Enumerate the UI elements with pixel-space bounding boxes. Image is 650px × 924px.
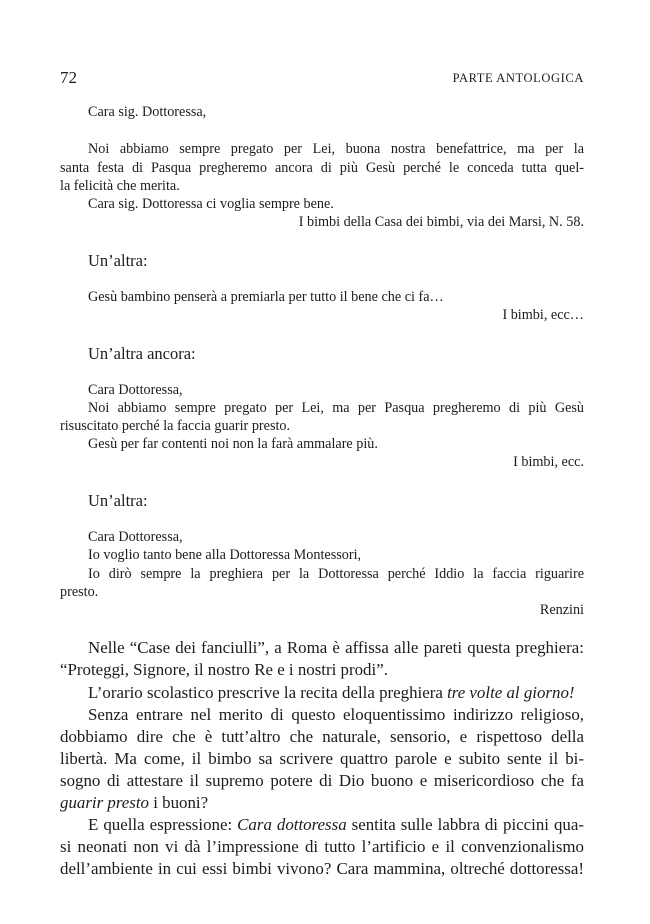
letter-4-line: Io dirò sempre la preghiera per la Dottoressa perché Iddio la faccia riguarire (88, 566, 584, 582)
letter-3-line: risuscitato perché la faccia guarir presto. (60, 418, 291, 434)
letter-4-salutation: Cara Dottoressa, (88, 529, 183, 545)
emphasis: Cara dottoressa (237, 815, 347, 834)
letter-3-line: Noi abbiamo sempre pregato per Lei, ma per Pasqua pregheremo di più Gesù (88, 400, 584, 416)
body-line: dell’ambiente in cui essi bimbi vivono? Cara mammina, oltreché dottoressa! (60, 859, 584, 878)
letter-1-signature: I bimbi della Casa dei bimbi, via dei Marsi, N. 58. (298, 214, 584, 230)
letter-1-salutation: Cara sig. Dottoressa, (88, 104, 207, 120)
letter-3-heading: Un’altra ancora: (88, 344, 196, 363)
letter-3-salutation: Cara Dottoressa, (88, 382, 183, 398)
running-head: PARTE ANTOLOGICA (452, 71, 584, 85)
body-line: sogno di attestare il supremo potere di Dio buono e misericordioso che fa (60, 771, 584, 790)
letter-4-heading: Un’altra: (88, 491, 148, 510)
letter-1-line: santa festa di Pasqua pregheremo ancora di più Gesù perché le conceda tutta quel- (60, 160, 584, 176)
body-line: si neonati non vi dà l’impressione di tutto l’artificio e il convenzionalismo (60, 837, 584, 856)
body-line (60, 793, 584, 813)
body-line: libertà. Ma come, il bimbo sa scrivere quattro parole e subito sente il bi- (60, 749, 584, 768)
letter-1-closing: Cara sig. Dottoressa ci voglia sempre bene. (88, 196, 334, 212)
letter-4-line: Io voglio tanto bene alla Dottoressa Montessori, (88, 547, 362, 563)
page-header (60, 68, 584, 88)
body-line (60, 683, 584, 703)
emphasis: tre volte al giorno! (447, 683, 575, 702)
body-text-span: sentita sulle labbra di piccini qua- (346, 815, 584, 834)
body-text-span: i buoni? (149, 793, 209, 812)
body-line (60, 815, 584, 835)
letter-2-signature: I bimbi, ecc… (502, 307, 584, 323)
body-text-span: E quella espressione: (88, 815, 238, 834)
letter-3-signature: I bimbi, ecc. (513, 454, 584, 470)
body-line: Nelle “Case dei fanciulli”, a Roma è affissa alle pareti questa preghiera: (88, 638, 584, 657)
letter-3-line: Gesù per far contenti noi non la farà ammalare più. (88, 436, 378, 452)
page-number: 72 (60, 68, 77, 87)
letter-1-line: Noi abbiamo sempre pregato per Lei, buona nostra benefattrice, ma per la (88, 141, 584, 157)
letter-2-heading: Un’altra: (88, 251, 148, 270)
emphasis: guarir presto (60, 793, 149, 812)
letter-4-signature: Renzini (539, 602, 584, 618)
body-text-span: L’orario scolastico prescrive la recita della preghiera (88, 683, 448, 702)
body-line: dobbiamo dire che è tutt’altro che naturale, sensorio, e rispettoso della (60, 727, 584, 746)
body-line: Senza entrare nel merito di questo eloquentissimo indirizzo religioso, (88, 705, 584, 724)
letter-1-line: la felicità che merita. (60, 178, 180, 194)
letter-2-line: Gesù bambino penserà a premiarla per tutto il bene che ci fa… (88, 289, 444, 305)
body-line: “Proteggi, Signore, il nostro Re e i nostri prodi”. (60, 660, 388, 679)
letter-4-line: presto. (60, 584, 99, 600)
